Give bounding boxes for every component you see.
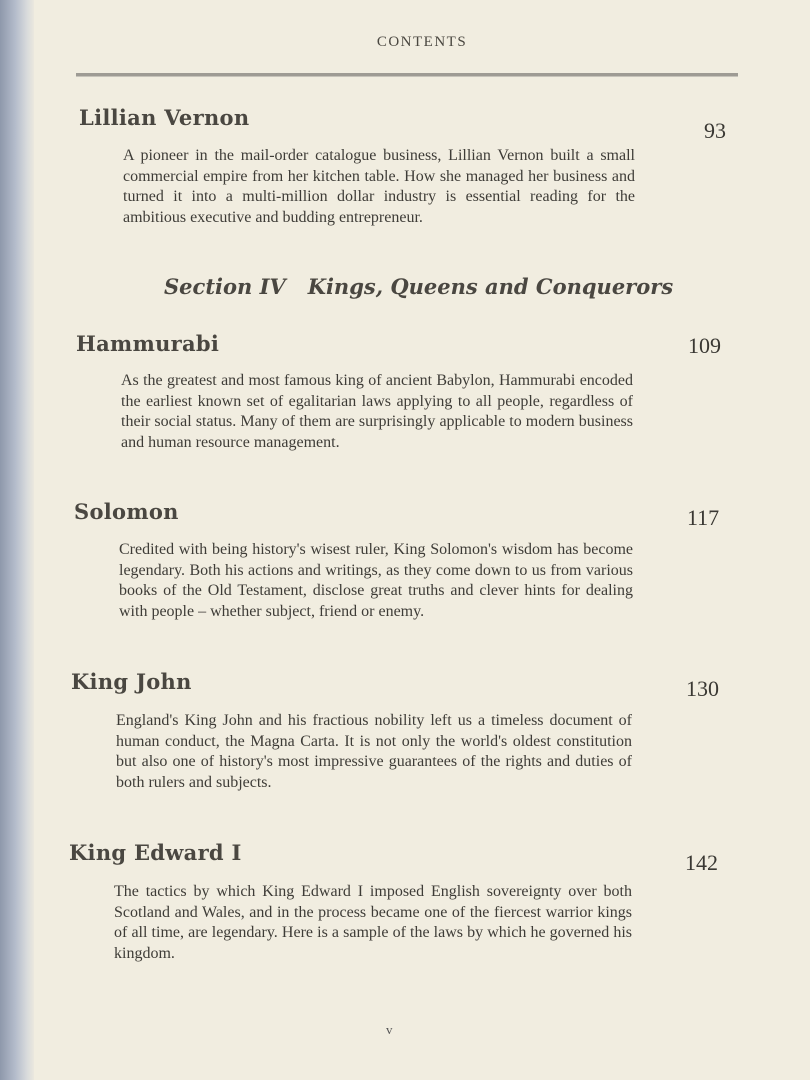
entry-title: Lillian Vernon [79, 105, 250, 130]
section-heading [164, 274, 673, 299]
entry-description: Credited with being history's wisest ruler, King Solomon's wisdom has become legendary. Both his actions and writings, as they come down to us from various books of the Old Testament, disclose great truths and clever hints for dealing with people – whether subject, friend or enemy. [119, 541, 633, 620]
entry-page-number: 130 [686, 676, 719, 701]
entry-title: King John [71, 669, 192, 694]
entry-description: England's King John and his fractious nobility left us a timeless document of human conduct, the Magna Carta. It is not only the world's oldest constitution but also one of history's most impressive guarantees of the rights and duties of both rulers and subjects. [116, 712, 632, 791]
entry-description: As the greatest and most famous king of ancient Babylon, Hammurabi encoded the earliest known set of egalitarian laws applying to all people, regardless of their social status. Many of them are surprisingly applicable to modern business and human resource management. [121, 372, 633, 451]
entry-page-number: 93 [704, 118, 726, 143]
contents-page [34, 0, 810, 1080]
page-folio: v [386, 1022, 393, 1037]
entry-page-number: 109 [688, 333, 721, 358]
section-title: Kings, Queens and Conquerors [307, 274, 674, 299]
entry-page-number: 117 [687, 505, 720, 530]
header-rule [76, 73, 738, 77]
entry-title: Solomon [74, 499, 179, 524]
entry-title: Hammurabi [76, 331, 220, 356]
entry-description: The tactics by which King Edward I imposed English sovereignty over both Scotland and Wales, and in the process became one of the fiercest warrior kings of all time, are legendary. Here is a sample of the laws by which he governed his kingdom. [114, 883, 632, 962]
running-title: CONTENTS [376, 34, 468, 50]
section-number: Section IV [164, 274, 286, 299]
entry-title: King Edward I [69, 840, 242, 865]
book-spine-shadow [0, 0, 34, 1080]
entry-description: A pioneer in the mail-order catalogue business, Lillian Vernon built a small commercial empire from her kitchen table. How she managed her business and turned it into a multi-million dollar industry is essential reading for the ambitious executive and budding entrepreneur. [123, 147, 635, 226]
entry-page-number: 142 [685, 850, 718, 875]
